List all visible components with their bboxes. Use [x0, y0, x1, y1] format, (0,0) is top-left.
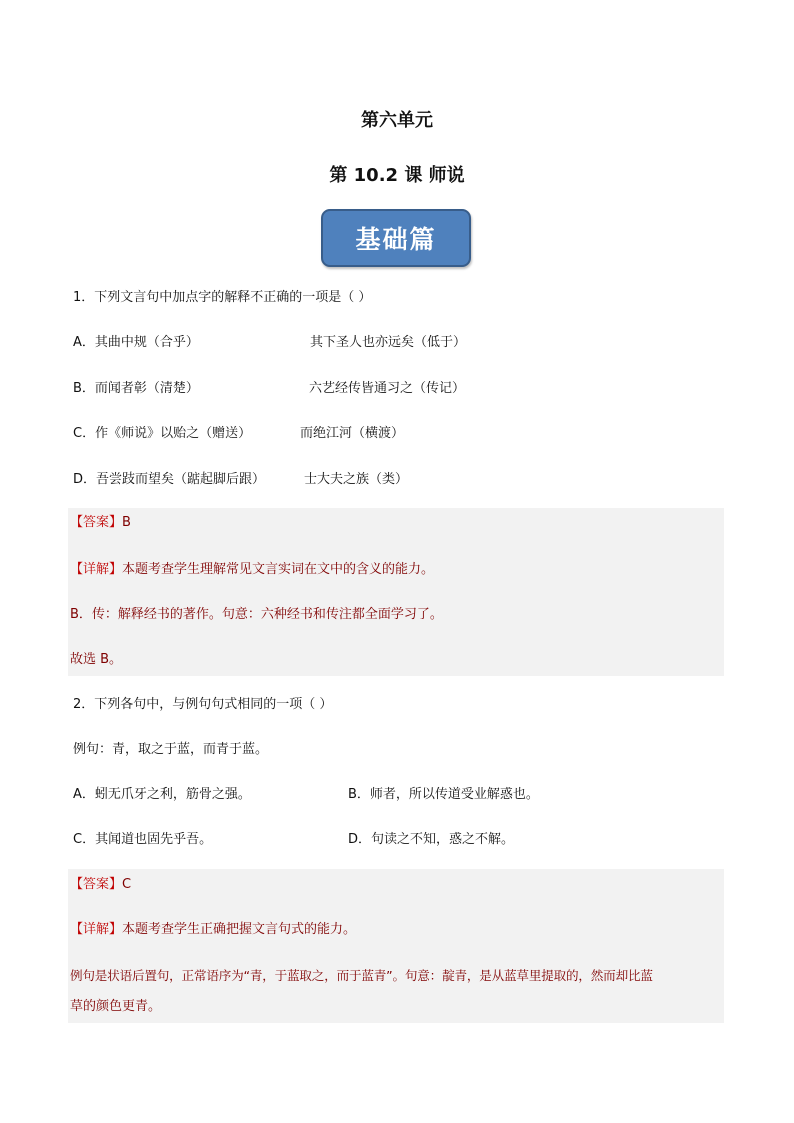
q1-conclusion: 故选 B。	[70, 652, 123, 667]
q2-explain-line2: 草的颜色更青。	[70, 999, 162, 1014]
answer-label: 【答案】	[70, 877, 123, 892]
q1-answer-box	[68, 508, 724, 676]
q1-option-a-right: 其下圣人也亦远矣（低于）	[310, 335, 467, 350]
q1-detail	[70, 562, 434, 578]
q1-option-d-right: 士大夫之族（类）	[304, 472, 409, 487]
q1-answer	[70, 515, 131, 531]
answer-value: B	[122, 515, 131, 530]
q2-answer-box	[68, 869, 724, 1023]
q2-option-d: D．句读之不知，惑之不解。	[348, 832, 515, 847]
answer-value: C	[122, 877, 132, 892]
q1-option-b-left: B．而闻者彰（清楚）	[73, 381, 199, 396]
q1-option-c-right: 而绝江河（横渡）	[300, 426, 405, 441]
q2-option-a: A．蚓无爪牙之利，筋骨之强。	[73, 787, 251, 802]
section-badge: 基础篇	[321, 209, 471, 267]
detail-text: 本题考查学生理解常见文言实词在文中的含义的能力。	[122, 562, 435, 577]
q1-stem: 1．下列文言句中加点字的解释不正确的一项是（ ）	[73, 290, 372, 305]
q2-option-c: C．其闻道也固先乎吾。	[73, 832, 213, 847]
q1-explain: B．传：解释经书的著作。句意：六种经书和传注都全面学习了。	[70, 607, 443, 622]
detail-label: 【详解】	[70, 562, 123, 577]
q1-option-d-left: D．吾尝跂而望矣（踮起脚后跟）	[73, 472, 266, 487]
q1-option-c-left: C．作《师说》以贻之（赠送）	[73, 426, 252, 441]
detail-text: 本题考查学生正确把握文言句式的能力。	[122, 922, 357, 937]
q2-example: 例句：青，取之于蓝，而青于蓝。	[73, 742, 269, 757]
detail-label: 【详解】	[70, 922, 123, 937]
unit-title: 第六单元	[361, 110, 433, 131]
q2-stem: 2．下列各句中，与例句句式相同的一项（ ）	[73, 697, 333, 712]
q2-explain-line1: 例句是状语后置句，正常语序为“青，于蓝取之，而于蓝青”。句意：靛青，是从蓝草里提取的，然而却比蓝	[70, 968, 653, 983]
lesson-title: 第 10.2 课 师说	[329, 165, 465, 186]
answer-label: 【答案】	[70, 515, 123, 530]
q2-detail	[70, 922, 356, 938]
q2-option-b: B．师者，所以传道受业解惑也。	[348, 787, 539, 802]
q2-answer	[70, 877, 131, 893]
q1-option-a-left: A．其曲中规（合乎）	[73, 335, 199, 350]
q1-option-b-right: 六艺经传皆通习之（传记）	[309, 381, 466, 396]
